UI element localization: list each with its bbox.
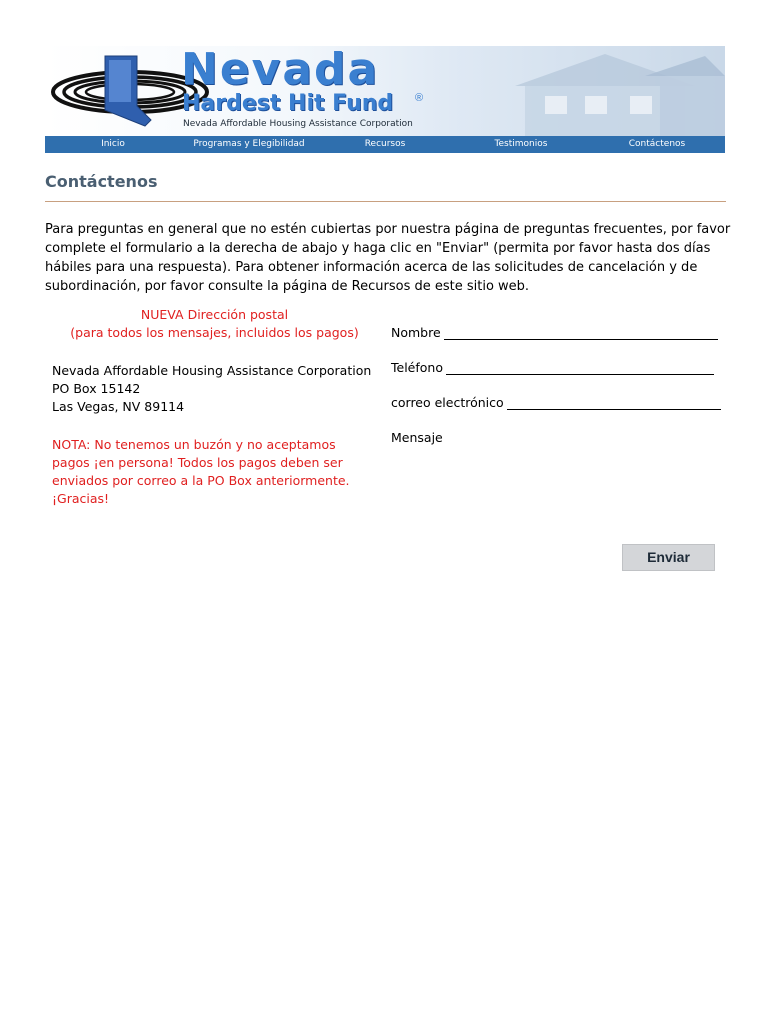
message-label: Mensaje xyxy=(391,430,443,445)
address-heading: NUEVA Dirección postal xyxy=(140,307,289,322)
intro-text: Para preguntas en general que no estén cubiertas por nuestra página de preguntas frecuentes, por favor complete el formulario a la derecha de abajo y haga clic en "Enviar" (permita por favor hasta dos días hábiles para una respuesta). Para obtener información acerca de las solicitudes de cancelación y de subordinación, por favor consulte la página de Recursos de este sitio web. xyxy=(45,222,731,294)
page-title: Contáctenos xyxy=(45,172,158,191)
nav-item-programas[interactable]: Programas y Elegibilidad xyxy=(193,139,305,149)
name-label: Nombre xyxy=(391,325,441,340)
submit-button[interactable]: Enviar xyxy=(622,544,715,571)
phone-input[interactable] xyxy=(446,361,714,375)
phone-label: Teléfono xyxy=(391,360,443,375)
name-field xyxy=(391,325,718,340)
payment-note: NOTA: No tenemos un buzón y no aceptamos pagos ¡en persona! Todos los pagos deben ser enviados por correo a la PO Box anteriormente. ¡Gracias! xyxy=(52,437,350,506)
email-label: correo electrónico xyxy=(391,395,504,410)
address-org: Nevada Affordable Housing Assistance Corporation xyxy=(52,363,372,378)
email-input[interactable] xyxy=(507,396,721,410)
message-field xyxy=(391,430,443,445)
logo-subtitle: Hardest Hit Fund xyxy=(182,91,394,116)
nav-item-recursos[interactable]: Recursos xyxy=(364,139,406,149)
address-subheading: (para todos los mensajes, incluidos los pagos) xyxy=(70,325,359,340)
name-input[interactable] xyxy=(444,326,718,340)
registered-mark: ® xyxy=(415,92,424,104)
address-column xyxy=(52,306,377,508)
address-po-box: PO Box 15142 xyxy=(52,381,141,396)
nav-item-inicio[interactable]: Inicio xyxy=(101,139,125,149)
address-city: Las Vegas, NV 89114 xyxy=(52,399,185,414)
nav-item-contactenos[interactable]: Contáctenos xyxy=(628,139,686,149)
main-nav xyxy=(45,136,725,153)
nav-item-testimonios[interactable]: Testimonios xyxy=(494,139,548,149)
header-banner xyxy=(45,46,725,136)
mailing-address xyxy=(52,362,377,416)
phone-field xyxy=(391,360,714,375)
message-input[interactable] xyxy=(391,452,716,532)
title-divider xyxy=(45,201,726,202)
logo-title: Nevada xyxy=(181,46,380,95)
email-field xyxy=(391,395,721,410)
logo-tagline: Nevada Affordable Housing Assistance Corporation xyxy=(183,119,413,129)
